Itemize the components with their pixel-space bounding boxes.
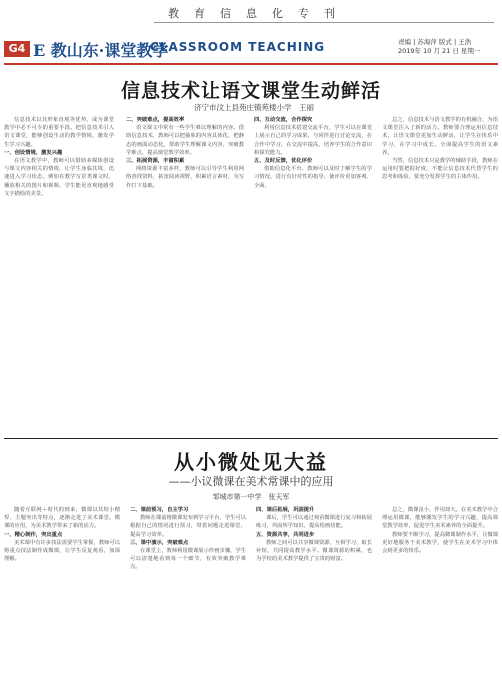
paragraph: 在语文教学中，教师可以借助多媒体创设与课文内容相关的情境，让学生身临其境，迅速进入学习状态。例如在教学写景类课文时，播放相关的图片和视频，学生能更直观地感受文字描绘的美景。 <box>4 158 114 197</box>
paragraph: 教师在课前将微课发布到学习平台，学生可以根据自己的情况进行预习，带着问题走进课堂，提高学习效率。 <box>130 515 246 538</box>
paragraph: 课后，学生可以通过观看微课进行复习和拓展练习，巩固所学知识，提高绘画技能。 <box>256 515 372 530</box>
paragraph: 总之，信息技术与语文教学的有机融合，为语文课堂注入了新的活力。教师要合理运用信息技术，让语文课堂更加生动鲜活，让学生在快乐中学习、在学习中成长，全面提高学生的语文素养。 <box>382 117 498 156</box>
channel-title: 教育信息化专刊 <box>168 7 350 20</box>
article1-column-3 <box>254 116 372 434</box>
subheading: 二、突破难点，提高效率 <box>126 117 185 123</box>
paragraph: 信息技术以其形象直观等优势，成为课堂教学中必不可少的重要手段。把信息技术引入语文课堂，能够创设生动的教学情境，激发学生学习兴趣。 <box>4 117 114 148</box>
channel-band <box>154 4 494 23</box>
article-divider <box>4 438 498 439</box>
subheading: 一、创设情境，激发兴趣 <box>4 149 63 156</box>
paragraph: 语文课文中常有一些学生难以理解的内容。借助信息技术，教师可以把抽象的内容具体化，把静态的画面动态化，帮助学生理解课文内容，突破教学难点，提高课堂教学效率。 <box>126 125 244 156</box>
paragraph: 总之，微课虽小，作用却大。在美术教学中合理运用微课，能够激发学生的学习兴趣，提高课堂教学效率，促进学生美术素养的全面提升。 <box>382 507 498 530</box>
article1-column-4 <box>382 116 498 434</box>
paragraph: 教师之间可以共享微课资源，互相学习，取长补短，共同提高教学水平。微课资源的积累，也为学校的美术教学提供了宝贵的财富。 <box>256 539 372 563</box>
article2-subheadline: ——小议微课在美术常课中的应用 <box>168 475 334 488</box>
subheading: 四、课后拓展，巩固提升 <box>256 507 315 513</box>
article1-headline: 信息技术让语文课堂生动鲜活 <box>120 80 381 102</box>
page-number-badge: G4 <box>4 41 30 57</box>
section-title: E 教山东·课堂教学 <box>33 41 169 60</box>
article2-column-3 <box>256 506 372 694</box>
subheading: 五、及时反馈，优化评价 <box>254 158 313 165</box>
article1-column-2 <box>126 116 244 434</box>
paragraph: 借助信息化平台，教师可以及时了解学生的学习情况，进行有针对性的指导，使评价更加客观、全面。 <box>254 166 372 189</box>
subheading: 一、精心制作，突出重点 <box>4 531 63 538</box>
article2-column-1 <box>4 506 120 694</box>
date-line: 2019年 10 月 21 日 星期一 <box>398 47 481 55</box>
section-title-english: CLASSROOM TEACHING <box>150 40 326 54</box>
paragraph: 美术课中有许多技法需要学生掌握，教师可以将重点技法制作成微课，让学生反复观看，加深理解。 <box>4 539 120 563</box>
masthead-rule <box>4 63 498 65</box>
article2-column-4 <box>382 506 498 694</box>
paragraph: 网络资源丰富多样，教师可以引导学生利用网络查找资料，拓宽阅读视野，积累语言素材，为写作打下基础。 <box>126 166 244 189</box>
subheading: 五、资源共享，共同进步 <box>256 531 315 538</box>
editor-line: 责编 | 苏海萍 版式 | 王浩 <box>398 38 472 46</box>
article2-byline: 邹城市第一中学 张天军 <box>212 493 290 501</box>
article1-column-1 <box>4 116 114 434</box>
paragraph: 在课堂上，教师利用微课展示作画步骤，学生可以清楚地看到每一个细节，有效突破教学难点。 <box>130 548 246 571</box>
article2-headline: 从小微处见大益 <box>174 450 328 474</box>
paragraph: 利用信息技术搭建交流平台，学生可以在课堂上展示自己的学习成果，与同伴进行讨论交流，在合作中学习，在交流中提高，培养学生的合作意识和探究能力。 <box>254 125 372 156</box>
subheading: 二、课前预习，自主学习 <box>130 507 189 513</box>
paragraph: 当然，信息技术只是教学的辅助手段，教师在运用时要把握好度，不能让信息技术代替学生的思考和体验，要充分发挥学生的主体作用。 <box>382 158 498 181</box>
article1-byline: 济宁市汶上县苑庄镇苑楼小学 王丽 <box>194 103 314 112</box>
subheading: 三、课中演示，突破难点 <box>130 539 189 546</box>
paragraph: 随着互联网＋时代的到来，微课以其短小精悍、主题突出等特点，逐渐走进了美术课堂。微课的应用，为美术教学带来了新的活力。 <box>4 507 120 530</box>
subheading: 四、互动交流，合作探究 <box>254 117 313 123</box>
subheading: 三、拓展资源，丰富积累 <box>126 158 185 165</box>
paragraph: 教师要不断学习，提高微课制作水平，让微课更好地服务于美术教学，使学生在美术学习中体会到更多的快乐。 <box>382 531 498 555</box>
masthead <box>4 38 498 62</box>
article2-column-2 <box>130 506 246 694</box>
newspaper-page <box>4 4 498 696</box>
masthead-meta <box>398 38 498 56</box>
